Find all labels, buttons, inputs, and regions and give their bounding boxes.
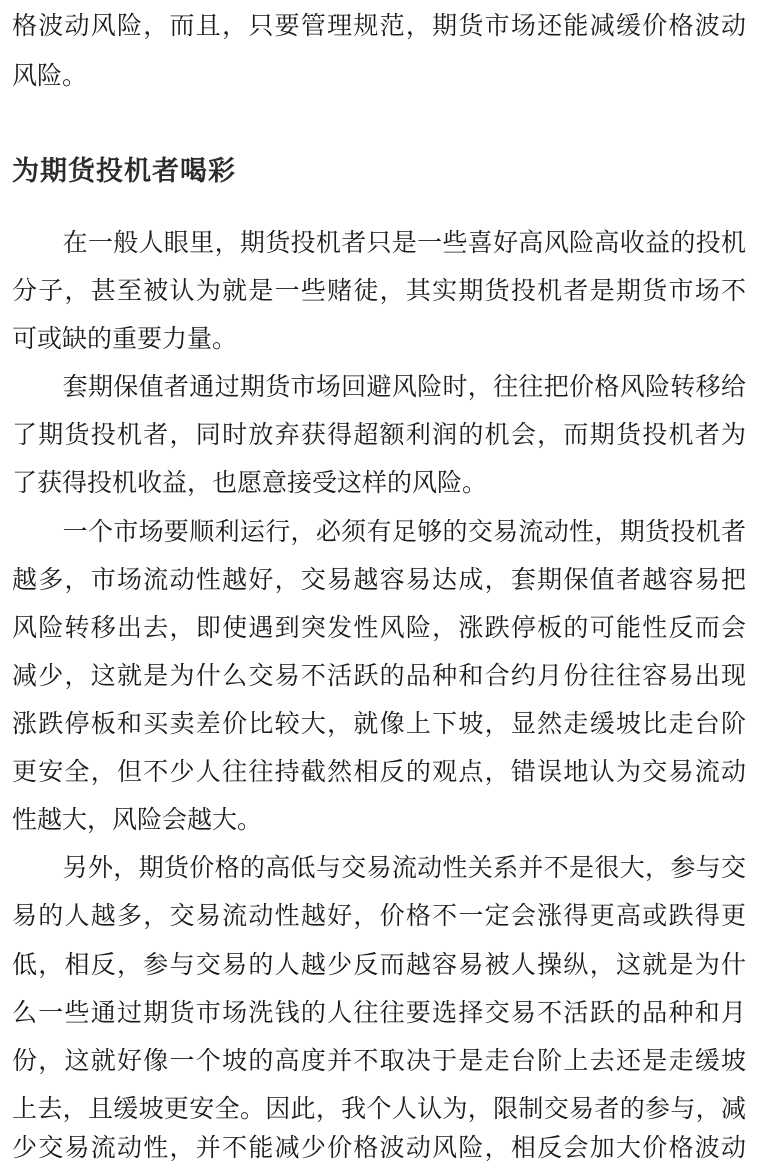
paragraph-line: 性越大，风险会越大。 <box>12 805 263 834</box>
paragraph-line: 越多，市场流动性越好，交易越容易达成，套期保值者越容易把 <box>12 565 746 594</box>
paragraph-line: 少交易流动性，并不能减少价格波动风险，相反会加大价格波动 <box>12 1133 746 1162</box>
paragraph-line: 涨跌停板和买卖差价比较大，就像上下坡，显然走缓坡比走台阶 <box>12 709 746 738</box>
paragraph-line: 更安全，但不少人往往持截然相反的观点，错误地认为交易流动 <box>12 757 746 786</box>
paragraph-line: 另外，期货价格的高低与交易流动性关系并不是很大，参与交 <box>12 853 746 882</box>
paragraph-line: 减少，这就是为什么交易不活跃的品种和合约月份往往容易出现 <box>12 661 746 690</box>
section-heading: 为期货投机者喝彩 <box>12 156 236 187</box>
paragraph-line: 套期保值者通过期货市场回避风险时，往往把价格风险转移给 <box>12 372 746 401</box>
paragraph-line: 么一些通过期货市场洗钱的人往往要选择交易不活跃的品种和月 <box>12 998 746 1027</box>
paragraph-line: 了获得投机收益，也愿意接受这样的风险。 <box>12 468 488 497</box>
continuation-line: 风险。 <box>12 61 88 90</box>
paragraph-line: 份，这就好像一个坡的高度并不取决于是走台阶上去还是走缓坡 <box>12 1046 746 1075</box>
continuation-line: 格波动风险，而且，只要管理规范，期货市场还能减缓价格波动 <box>12 11 746 40</box>
paragraph-line: 一个市场要顺利运行，必须有足够的交易流动性，期货投机者 <box>12 517 746 546</box>
paragraph-line: 分子，甚至被认为就是一些赌徒，其实期货投机者是期货市场不 <box>12 276 746 305</box>
paragraph-line: 可或缺的重要力量。 <box>12 324 238 353</box>
paragraph-line: 低，相反，参与交易的人越少反而越容易被人操纵，这就是为什 <box>12 950 746 979</box>
paragraph-line: 了期货投机者，同时放弃获得超额利润的机会，而期货投机者为 <box>12 420 746 449</box>
paragraph-line: 在一般人眼里，期货投机者只是一些喜好高风险高收益的投机 <box>12 228 746 257</box>
paragraph-line: 易的人越多，交易流动性越好，价格不一定会涨得更高或跌得更 <box>12 901 746 930</box>
paragraph-line: 风险转移出去，即使遇到突发性风险，涨跌停板的可能性反而会 <box>12 613 746 642</box>
paragraph-line: 上去，且缓坡更安全。因此，我个人认为，限制交易者的参与，减 <box>12 1094 746 1123</box>
